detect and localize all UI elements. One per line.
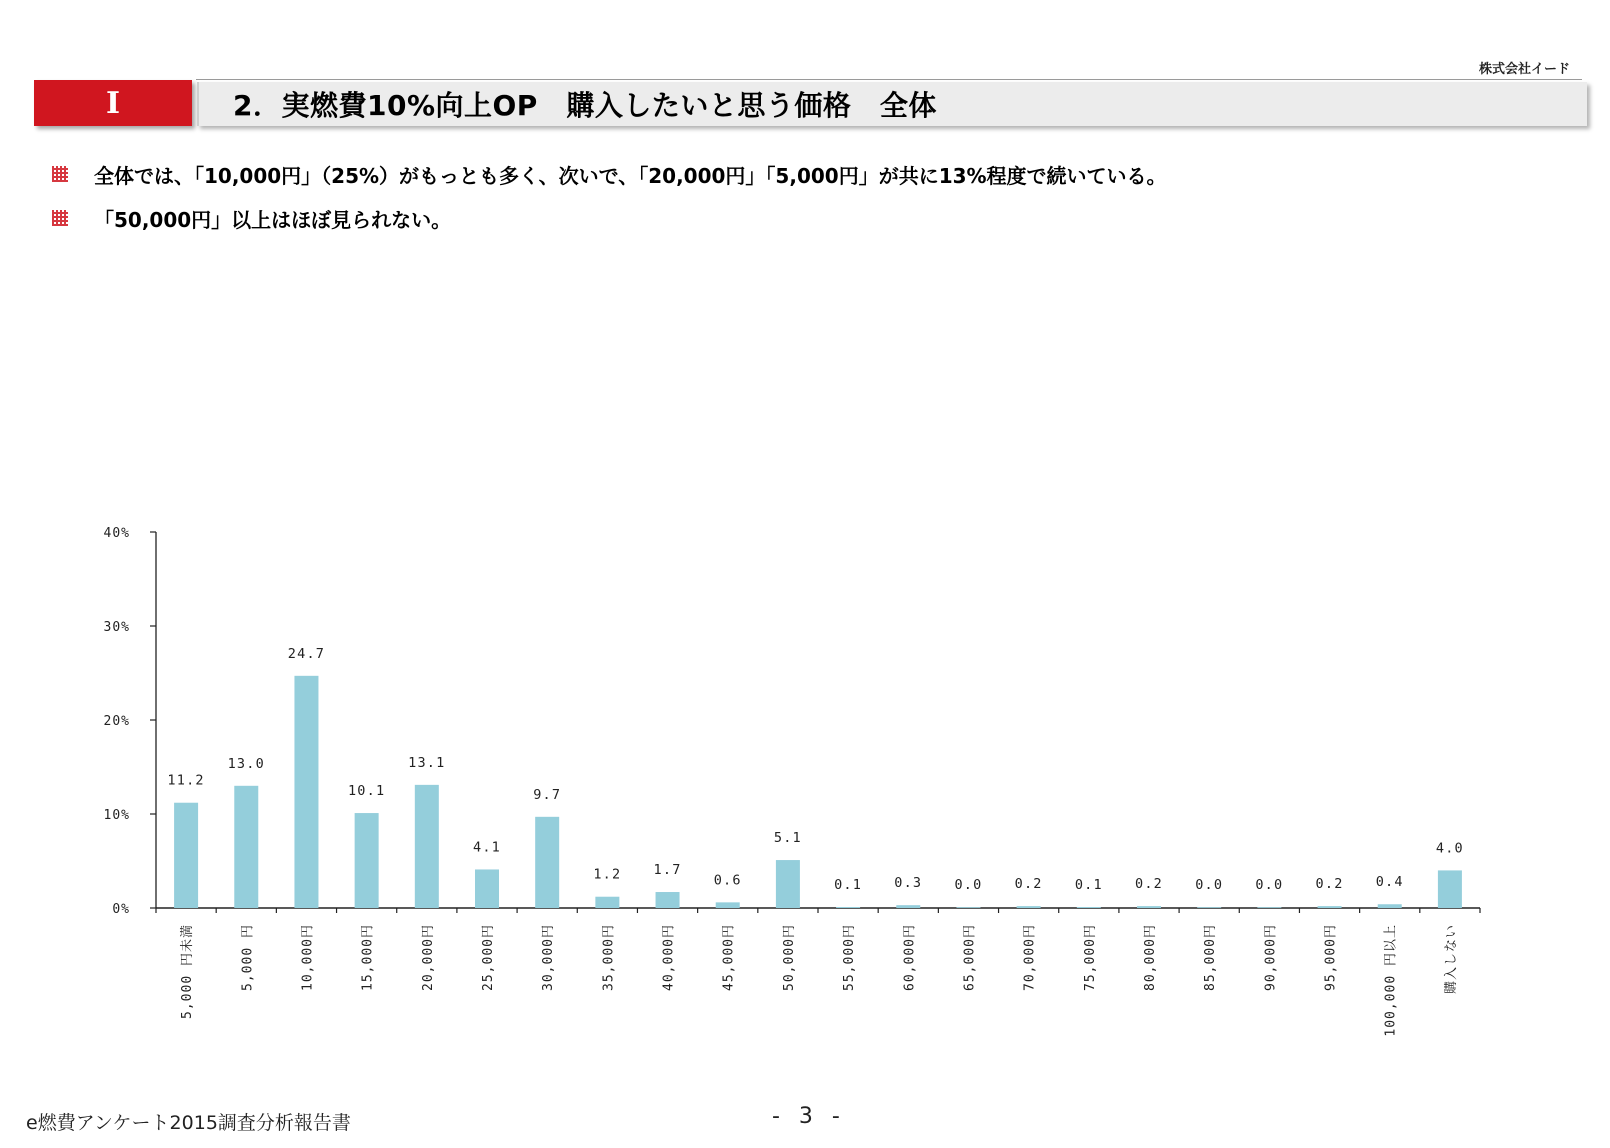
- data-label: 10.1: [347, 783, 386, 800]
- bar: [174, 803, 198, 908]
- data-label: 0.2: [1315, 876, 1344, 893]
- category-label: 85,000円: [1203, 924, 1219, 991]
- bar: [1257, 907, 1281, 908]
- bar: [776, 860, 800, 908]
- bar: [415, 785, 439, 908]
- category-label: 100,000 円以上: [1383, 924, 1399, 1037]
- data-label: 13.0: [227, 755, 265, 772]
- bar: [1137, 906, 1161, 908]
- data-label: 24.7: [287, 645, 326, 662]
- bar: [716, 902, 740, 908]
- bar: [956, 907, 980, 908]
- category-label: 15,000円: [360, 924, 376, 991]
- data-label: 4.1: [473, 839, 501, 856]
- data-label: 0.3: [894, 875, 923, 892]
- data-label: 1.2: [593, 866, 622, 883]
- category-label: 70,000円: [1022, 924, 1038, 991]
- data-label: 0.2: [1014, 876, 1043, 893]
- data-label: 0.1: [834, 877, 863, 893]
- bar: [475, 869, 499, 908]
- data-label: 0.4: [1375, 874, 1404, 891]
- bar: [896, 905, 920, 908]
- category-label: 65,000円: [962, 924, 978, 991]
- bar: [836, 907, 860, 908]
- bar: [656, 892, 680, 908]
- data-label: 0.2: [1135, 876, 1163, 893]
- category-label: 20,000円: [420, 924, 436, 991]
- data-label: 0.6: [713, 872, 742, 889]
- data-label: 9.7: [533, 786, 562, 803]
- bar: [1378, 904, 1402, 908]
- data-label: 0.0: [954, 877, 983, 894]
- y-tick-label: 10%: [103, 808, 130, 823]
- category-label: 90,000円: [1263, 924, 1279, 991]
- bar: [1077, 907, 1101, 908]
- bar: [1318, 906, 1342, 908]
- data-label: 11.2: [167, 772, 205, 789]
- bar: [1017, 906, 1041, 908]
- category-label: 80,000円: [1143, 924, 1158, 991]
- page-number: - 3 -: [772, 1104, 846, 1129]
- category-label: 30,000円: [541, 924, 557, 991]
- section-tab: I: [34, 80, 192, 126]
- data-label: 4.0: [1435, 840, 1464, 857]
- bar: [595, 897, 619, 908]
- bullet-text: 「50,000円」以上はほぼ見られない。: [94, 207, 452, 232]
- category-label: 40,000円: [661, 924, 677, 991]
- data-label: 5.1: [773, 830, 802, 847]
- y-tick-label: 30%: [103, 620, 130, 635]
- bar: [1197, 907, 1221, 908]
- data-label: 13.1: [408, 754, 446, 771]
- category-label: 50,000円: [781, 924, 797, 991]
- bullet-text: 全体では、「10,000円」（25%）がもっとも多く、次いで、「20,000円」「5,000円」が共に13%程度で続いている。: [94, 163, 1167, 188]
- category-label: 55,000円: [842, 924, 858, 991]
- company-name: 株式会社イード: [1478, 62, 1570, 77]
- bar: [234, 786, 258, 908]
- y-tick-label: 0%: [112, 902, 130, 917]
- bar: [1438, 870, 1462, 908]
- category-label: 95,000円: [1323, 924, 1339, 991]
- category-label: 75,000円: [1082, 924, 1098, 991]
- data-label: 0.0: [1195, 877, 1224, 894]
- page-title: 2．実燃費10%向上OP 購入したいと思う価格 全体: [233, 89, 937, 122]
- bar: [355, 813, 379, 908]
- data-label: 1.7: [653, 862, 682, 879]
- bar: [535, 817, 559, 908]
- category-label: 45,000円: [721, 924, 737, 991]
- bar: [294, 676, 318, 908]
- data-label: 0.1: [1074, 877, 1103, 893]
- category-label: 5,000 円未満: [180, 924, 196, 1019]
- data-label: 0.0: [1255, 877, 1284, 894]
- category-label: 購入しない: [1443, 924, 1459, 995]
- y-tick-label: 40%: [103, 526, 130, 541]
- category-label: 10,000円: [300, 924, 316, 991]
- y-tick-label: 20%: [103, 714, 130, 729]
- category-label: 25,000円: [481, 924, 496, 991]
- report-name: e燃費アンケート2015調査分析報告書: [26, 1112, 351, 1134]
- category-label: 60,000円: [902, 924, 918, 991]
- category-label: 5,000 円: [240, 924, 256, 991]
- category-label: 35,000円: [601, 924, 617, 991]
